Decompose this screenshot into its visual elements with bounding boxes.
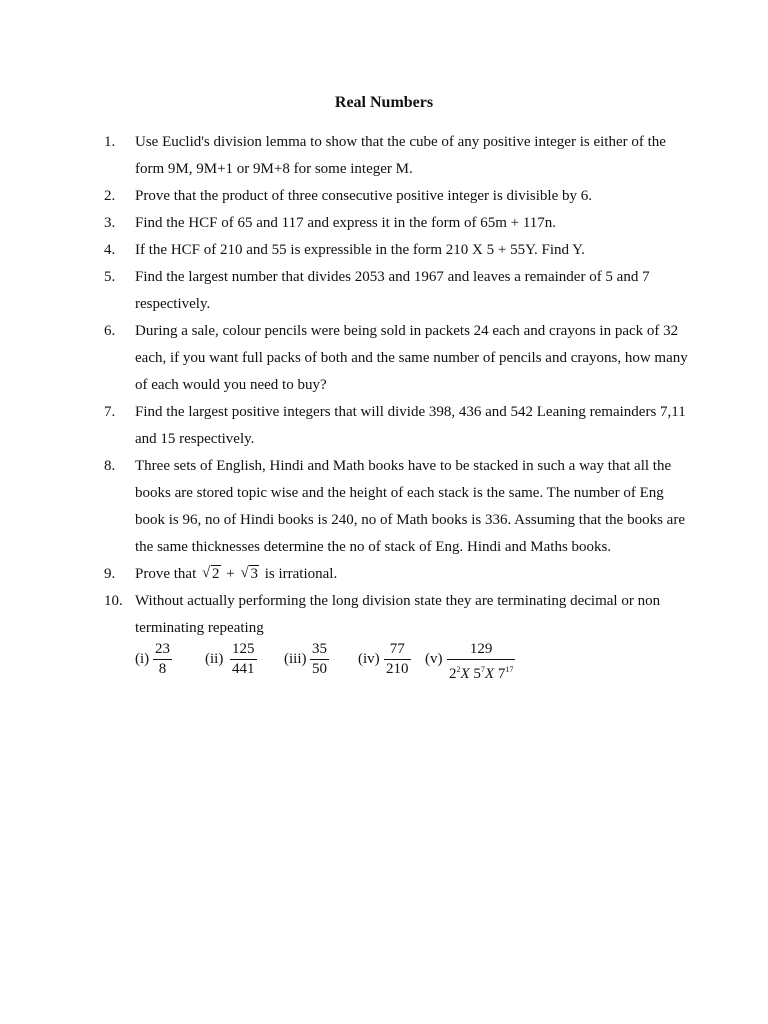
- question-item: [104, 588, 694, 642]
- option-label: (iv): [358, 651, 380, 667]
- plus-sign: +: [226, 566, 235, 582]
- question-text: If the HCF of 210 and 55 is expressible in the form 210 X 5 + 55Y. Find Y.: [135, 242, 585, 258]
- question-number: 6.: [104, 323, 116, 339]
- question-text: Find the largest number that divides 2053 and 1967 and leaves a remainder of 5 and 7 respectively.: [135, 269, 650, 312]
- times-sign: X: [460, 666, 470, 682]
- base: 7: [497, 666, 506, 682]
- question-text: During a sale, colour pencils were being sold in packets 24 each and crayons in pack of 32 each, if you want full packs of both and the same number of pencils and crayons, how many of each would you need to buy?: [135, 323, 688, 393]
- exponent: 17: [505, 665, 514, 674]
- exponent: 2: [456, 665, 461, 674]
- radical-sign-icon: √: [240, 565, 249, 581]
- radicand: 3: [250, 566, 258, 582]
- fraction-numerator: 77: [384, 641, 411, 660]
- square-root-expression: [240, 561, 259, 588]
- question-item: [104, 399, 694, 453]
- base: 2: [449, 666, 457, 682]
- question-text: Use Euclid's division lemma to show that the cube of any positive integer is either of the form 9M, 9M+1 or 9M+8 for some integer M.: [135, 134, 666, 177]
- question-text: Find the HCF of 65 and 117 and express it in the form of 65m + 117n.: [135, 215, 557, 231]
- fraction: [230, 641, 257, 678]
- question-item: [104, 318, 694, 399]
- fraction: [153, 641, 172, 678]
- option-label: (iii): [284, 651, 307, 667]
- fraction-numerator: 23: [153, 641, 172, 660]
- question-item: [104, 237, 694, 264]
- question-number: 2.: [104, 188, 116, 204]
- fraction-denominator: 8: [158, 661, 167, 677]
- question-suffix: is irrational.: [264, 566, 338, 582]
- question-prefix: Prove that: [135, 566, 197, 582]
- question-text: Prove that the product of three consecutive positive integer is divisible by 6.: [135, 188, 592, 204]
- question-number: 10.: [104, 593, 123, 609]
- question-item: [104, 561, 694, 588]
- fraction: [384, 641, 411, 678]
- page-title: Real Numbers: [334, 94, 434, 111]
- option-label: (ii): [205, 651, 224, 667]
- fraction-denominator: 210: [386, 661, 409, 677]
- base: 5: [473, 666, 481, 682]
- fraction-numerator: 125: [230, 641, 257, 660]
- fraction-denominator: 50: [312, 661, 327, 677]
- option-label: (v): [425, 651, 443, 667]
- fraction: [310, 641, 329, 678]
- fraction-denominator: [447, 660, 515, 683]
- radical-sign-icon: √: [202, 565, 211, 581]
- question-number: 7.: [104, 404, 116, 420]
- question-number: 4.: [104, 242, 116, 258]
- question-text: Find the largest positive integers that will divide 398, 436 and 542 Leaning remainders 7,11 and 15 respectively.: [135, 404, 686, 447]
- question-text: Three sets of English, Hindi and Math books have to be stacked in such a way that all the books are stored topic wise and the height of each stack is the same. The number of Eng book is 96, no of Hindi books is 240, no of Math books is 336. Assuming that the books are the same thicknesses determine the no of stack of Eng. Hindi and Maths books.: [135, 458, 685, 555]
- question-text: Without actually performing the long division state they are terminating decimal or non terminating repeating: [135, 593, 661, 636]
- question-number: 5.: [104, 269, 116, 285]
- question-number: 9.: [104, 566, 116, 582]
- question-item: [104, 183, 694, 210]
- option-label: (i): [135, 651, 150, 667]
- question-item: [104, 210, 694, 237]
- square-root-expression: [202, 561, 221, 588]
- question-item: [104, 264, 694, 318]
- question-number: 8.: [104, 458, 116, 474]
- question-item: [104, 129, 694, 183]
- radicand: 2: [212, 566, 220, 582]
- question-number: 3.: [104, 215, 116, 231]
- question-item: [104, 453, 694, 561]
- fraction-numerator: 129: [447, 641, 515, 660]
- question-number: 1.: [104, 134, 116, 150]
- question-list: [104, 129, 694, 642]
- fraction-numerator: 35: [310, 641, 329, 660]
- exponent: 7: [480, 665, 485, 674]
- fraction-denominator: 441: [232, 661, 255, 677]
- times-sign: X: [484, 666, 495, 682]
- fraction: [447, 641, 515, 683]
